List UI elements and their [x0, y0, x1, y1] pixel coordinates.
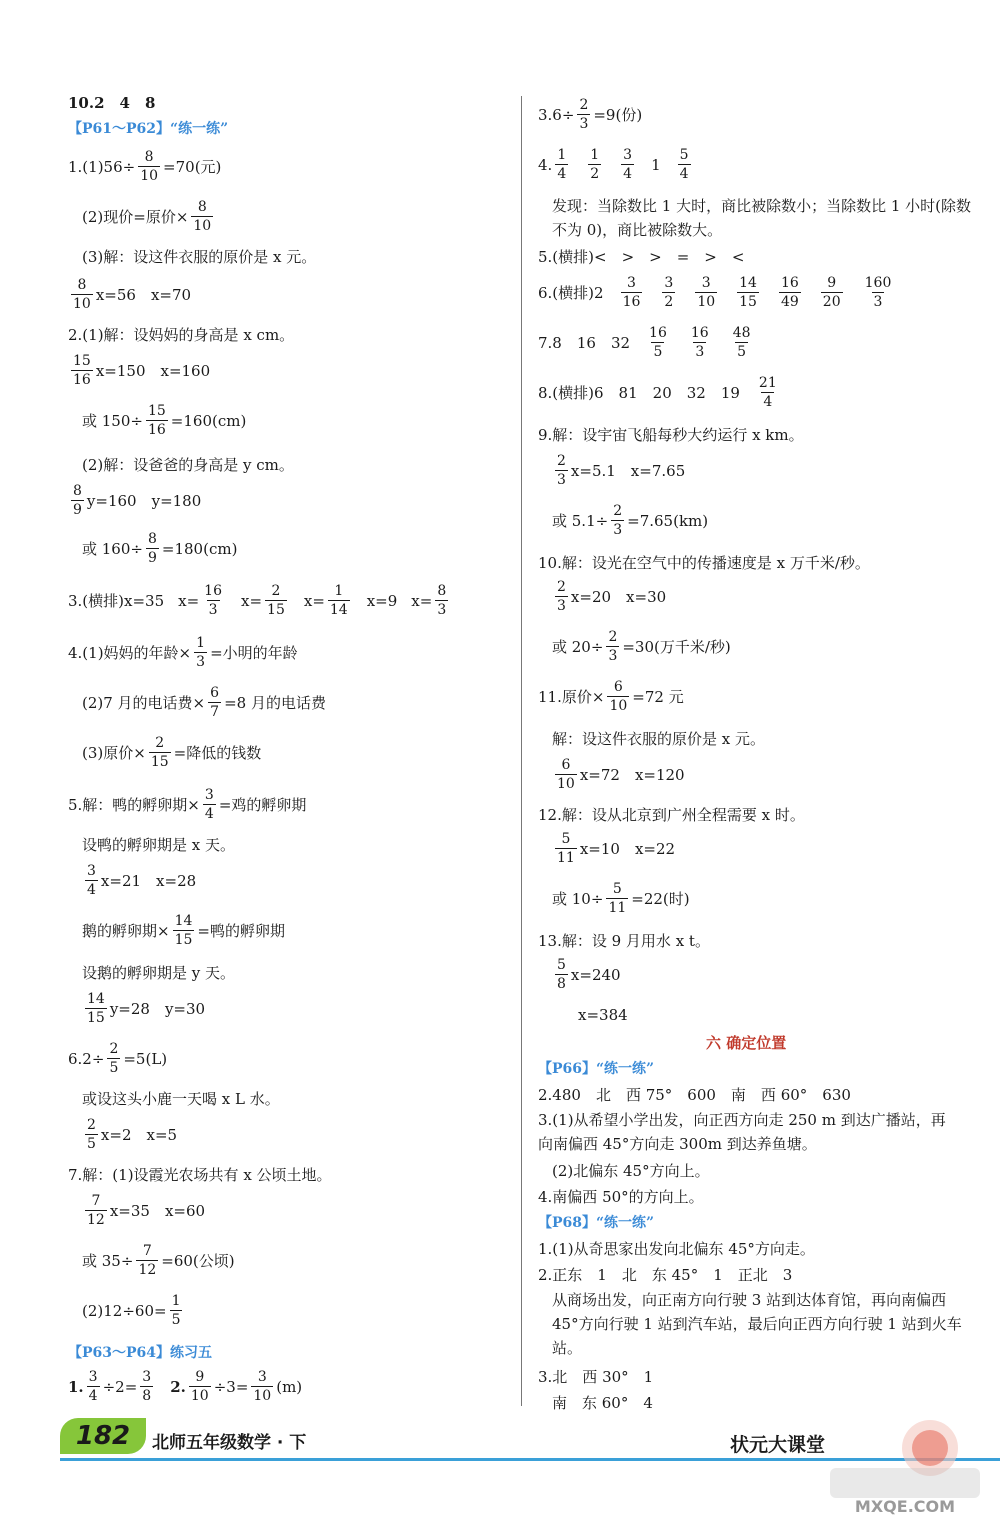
fraction: $\frac{3}{10}$ — [253, 1369, 272, 1404]
answer-9-alt: 或 5.1÷ $\frac{2}{3}$ =7.65(km) — [552, 503, 709, 538]
fraction: $\frac{14}{15}$ — [87, 991, 105, 1026]
answer-4-1: 4.(1)妈妈的年龄× $\frac{1}{3}$ =小明的年龄 — [68, 635, 298, 670]
fraction: $\frac{14}{15}$ — [174, 913, 193, 948]
fraction: $\frac{6}{7}$ — [210, 685, 220, 720]
fraction: $\frac{3}{10}$ — [697, 275, 716, 310]
fraction: $\frac{160}{3}$ — [864, 275, 892, 310]
answer-1-3: (3)解：设这件衣服的原价是 x 元。 — [82, 248, 317, 266]
column-divider — [521, 96, 522, 1406]
fraction: $\frac{8}{10}$ — [140, 149, 159, 184]
fraction: $\frac{5}{8}$ — [557, 957, 566, 992]
answer-5: 5.(横排)< > > = > < — [538, 248, 745, 266]
answer-4-2: (2)7 月的电话费× $\frac{6}{7}$ =8 月的电话费 — [82, 685, 326, 720]
fraction: $\frac{8}{10}$ — [73, 277, 91, 312]
answer-5-eq-x: $\frac{3}{4}$ x=21 x=28 — [87, 863, 197, 898]
answer-1-3-eq: $\frac{8}{10}$ x=56 x=70 — [73, 277, 192, 312]
fraction: $\frac{1}{2}$ — [590, 147, 600, 182]
chapter-heading: 六 确定位置 — [706, 1034, 787, 1052]
fraction: $\frac{3}{4}$ — [623, 147, 633, 182]
answer-7-1-eq: $\frac{7}{12}$ x=35 x=60 — [87, 1193, 206, 1228]
answer-6: 6.(横排)2 $\frac{3}{16}$ $\frac{3}{2}$ $\frac{3}{10}$ $\frac{14}{15}$ $\frac{16}{49}$ $\frac{9}{20}$ $\frac{160}{3}$ — [538, 275, 892, 310]
section-heading: 【P66】“练一练” — [538, 1061, 655, 1077]
answer-2-1-alt: 或 150÷ $\frac{15}{16}$ =160(cm) — [82, 403, 247, 438]
fraction: $\frac{6}{10}$ — [557, 757, 575, 792]
watermark-logo-icon — [820, 1408, 990, 1518]
fraction: $\frac{1}{14}$ — [329, 583, 348, 618]
answer-10: 10.2 4 8 — [68, 94, 156, 112]
answer-6: 6.2÷ $\frac{2}{5}$ =5(L) — [68, 1041, 168, 1076]
answer-p66-2: 2.480 北 西 75° 600 南 西 60° 630 — [538, 1086, 851, 1104]
fraction: $\frac{16}{49}$ — [780, 275, 799, 310]
fraction: $\frac{1}{5}$ — [171, 1293, 181, 1328]
answer-3: 3.(横排)x=35 x= $\frac{16}{3}$ x= $\frac{2}{15}$ x= $\frac{1}{14}$ x=9 x= $\frac{8}{3}$ — [68, 583, 447, 618]
answer-11-eq: $\frac{6}{10}$ x=72 x=120 — [557, 757, 685, 792]
answer-p68-3: 3.北 西 30° 1 — [538, 1368, 654, 1386]
book-title: 北师五年级数学 · 下 — [152, 1433, 307, 1453]
answer-11-set: 解：设这件衣服的原价是 x 元。 — [552, 730, 765, 748]
fraction: $\frac{5}{4}$ — [679, 147, 689, 182]
fraction: $\frac{2}{3}$ — [613, 503, 623, 538]
answer-3: 3.6÷ $\frac{2}{3}$ =9(份) — [538, 97, 643, 132]
answer-7-1-alt: 或 35÷ $\frac{7}{12}$ =60(公顷) — [82, 1243, 235, 1278]
answer-p68-2-route: 从商场出发，向正南方向行驶 3 站到达体育馆，再向南偏西 45°方向行驶 1 站到汽车站，最后向正西方向行驶 1 站到火车站。 — [552, 1291, 962, 1357]
fraction: $\frac{2}{3}$ — [608, 629, 618, 664]
answer-7-1: 7.解：(1)设霞光农场共有 x 公顷土地。 — [68, 1166, 332, 1184]
fraction: $\frac{2}{15}$ — [150, 735, 169, 770]
answer-5-set-x: 设鸭的孵卵期是 x 天。 — [82, 836, 235, 854]
fraction: $\frac{16}{3}$ — [204, 583, 222, 618]
answer-1-1: 1.(1)56÷ $\frac{8}{10}$ =70(元) — [68, 149, 222, 184]
answer-2-2-alt: 或 160÷ $\frac{8}{9}$ =180(cm) — [82, 531, 238, 566]
fraction: $\frac{48}{5}$ — [732, 325, 751, 360]
fraction: $\frac{2}{3}$ — [579, 97, 589, 132]
answer-5-eq-y: $\frac{14}{15}$ y=28 y=30 — [87, 991, 206, 1026]
answer-10: 10.解：设光在空气中的传播速度是 x 万千米/秒。 — [538, 554, 870, 572]
fraction: $\frac{16}{3}$ — [690, 325, 709, 360]
fraction: $\frac{9}{20}$ — [822, 275, 841, 310]
answer-11: 11.原价× $\frac{6}{10}$ =72 元 — [538, 679, 684, 714]
answer-12-alt: 或 10÷ $\frac{5}{11}$ =22(时) — [552, 881, 690, 916]
answer-p66-3-2: (2)北偏东 45°方向上。 — [552, 1162, 710, 1180]
fraction: $\frac{8}{9}$ — [73, 483, 82, 518]
answer-12: 12.解：设从北京到广州全程需要 x 时。 — [538, 806, 805, 824]
answer-4-3: (3)原价× $\frac{2}{15}$ =降低的钱数 — [82, 735, 262, 770]
fraction: $\frac{5}{11}$ — [608, 881, 627, 916]
exercise-5-answers: 1. $\frac{3}{4}$ ÷2= $\frac{3}{8}$ 2. $\frac{9}{10}$ ÷3= $\frac{3}{10}$ (m) — [68, 1369, 303, 1404]
fraction: $\frac{5}{11}$ — [557, 831, 575, 866]
fraction: $\frac{3}{4}$ — [88, 1369, 98, 1404]
answer-6-alt: 或设这头小鹿一天喝 x L 水。 — [82, 1090, 280, 1108]
section-heading: 【P68】“练一练” — [538, 1215, 655, 1231]
section-heading: 【P63～P64】练习五 — [68, 1345, 213, 1361]
fraction: $\frac{15}{16}$ — [147, 403, 166, 438]
answer-p66-3-1: 3.(1)从希望小学出发，向正西方向走 250 m 到达广播站，再向南偏西 45°方向走 300m 到达养鱼塘。 — [538, 1111, 946, 1153]
answer-5-set-y: 设鹅的孵卵期是 y 天。 — [82, 964, 236, 982]
answer-9: 9.解：设宇宙飞船每秒大约运行 x km。 — [538, 426, 804, 444]
section-heading: 【P61～P62】“练一练” — [68, 121, 229, 137]
answer-12-eq: $\frac{5}{11}$ x=10 x=22 — [557, 831, 676, 866]
fraction: $\frac{2}{5}$ — [87, 1117, 96, 1152]
fraction: $\frac{8}{9}$ — [147, 531, 157, 566]
answer-2-2: (2)解：设爸爸的身高是 y cm。 — [82, 456, 294, 474]
answer-2-1: 2.(1)解：设妈妈的身高是 x cm。 — [68, 326, 295, 344]
fraction: $\frac{21}{4}$ — [758, 375, 777, 410]
fraction: $\frac{3}{4}$ — [204, 787, 214, 822]
answer-13-eq: $\frac{5}{8}$ x=240 — [557, 957, 621, 992]
answer-10-eq: $\frac{2}{3}$ x=20 x=30 — [557, 579, 667, 614]
fraction: $\frac{15}{16}$ — [73, 353, 91, 388]
answer-p68-2: 2.正东 1 北 东 45° 1 正北 3 — [538, 1266, 793, 1284]
fraction: $\frac{3}{16}$ — [622, 275, 641, 310]
fraction: $\frac{2}{3}$ — [557, 579, 566, 614]
watermark-text: MXQE.COM — [854, 1497, 956, 1516]
fraction: $\frac{6}{10}$ — [609, 679, 628, 714]
fraction: $\frac{16}{5}$ — [649, 325, 667, 360]
answer-13: 13.解：设 9 月用水 x t。 — [538, 932, 710, 950]
fraction: $\frac{1}{3}$ — [196, 635, 206, 670]
answer-4: 4. $\frac{1}{4}$ $\frac{1}{2}$ $\frac{3}{4}$ 1 $\frac{5}{4}$ — [538, 147, 689, 182]
answer-2-2-eq: $\frac{8}{9}$ y=160 y=180 — [73, 483, 202, 518]
fraction: $\frac{7}{12}$ — [138, 1243, 157, 1278]
page-number: 182 — [60, 1418, 146, 1454]
answer-p68-3b: 南 东 60° 4 — [552, 1394, 653, 1412]
fraction: $\frac{1}{4}$ — [557, 147, 567, 182]
answer-7-2: (2)12÷60= $\frac{1}{5}$ — [82, 1293, 181, 1328]
fraction: $\frac{2}{3}$ — [557, 453, 566, 488]
answer-2-1-eq: $\frac{15}{16}$ x=150 x=160 — [73, 353, 211, 388]
fraction: $\frac{8}{10}$ — [193, 199, 212, 234]
answer-9-eq: $\frac{2}{3}$ x=5.1 x=7.65 — [557, 453, 686, 488]
fraction: $\frac{9}{10}$ — [190, 1369, 209, 1404]
answer-10-alt: 或 20÷ $\frac{2}{3}$ =30(万千米/秒) — [552, 629, 731, 664]
answer-4-finding: 发现：当除数比 1 大时，商比被除数小；当除数比 1 小时(除数不为 0)，商比被除数大。 — [552, 197, 972, 239]
fraction: $\frac{7}{12}$ — [87, 1193, 105, 1228]
fraction: $\frac{8}{3}$ — [437, 583, 447, 618]
brand-name: 状元大课堂 — [730, 1434, 826, 1456]
answer-8: 8.(横排)6 81 20 32 19 $\frac{21}{4}$ — [538, 375, 777, 410]
answer-6-eq: $\frac{2}{5}$ x=2 x=5 — [87, 1117, 178, 1152]
answer-p66-4: 4.南偏西 50°的方向上。 — [538, 1188, 704, 1206]
answer-1-2: (2)现价=原价× $\frac{8}{10}$ — [82, 199, 212, 234]
fraction: $\frac{3}{4}$ — [87, 863, 96, 898]
fraction: $\frac{2}{15}$ — [267, 583, 285, 618]
fraction: $\frac{14}{15}$ — [739, 275, 757, 310]
answer-5-goose: 鹅的孵卵期× $\frac{14}{15}$ =鸭的孵卵期 — [82, 913, 285, 948]
answer-13-result: x=384 — [578, 1006, 628, 1024]
answer-5: 5.解：鸭的孵卵期× $\frac{3}{4}$ =鸡的孵卵期 — [68, 787, 307, 822]
fraction: $\frac{2}{5}$ — [109, 1041, 119, 1076]
answer-7: 7.8 16 32 $\frac{16}{5}$ $\frac{16}{3}$ $\frac{48}{5}$ — [538, 325, 751, 360]
answer-p68-1: 1.(1)从奇思家出发向北偏东 45°方向走。 — [538, 1240, 815, 1258]
fraction: $\frac{3}{2}$ — [664, 275, 674, 310]
fraction: $\frac{3}{8}$ — [142, 1369, 152, 1404]
